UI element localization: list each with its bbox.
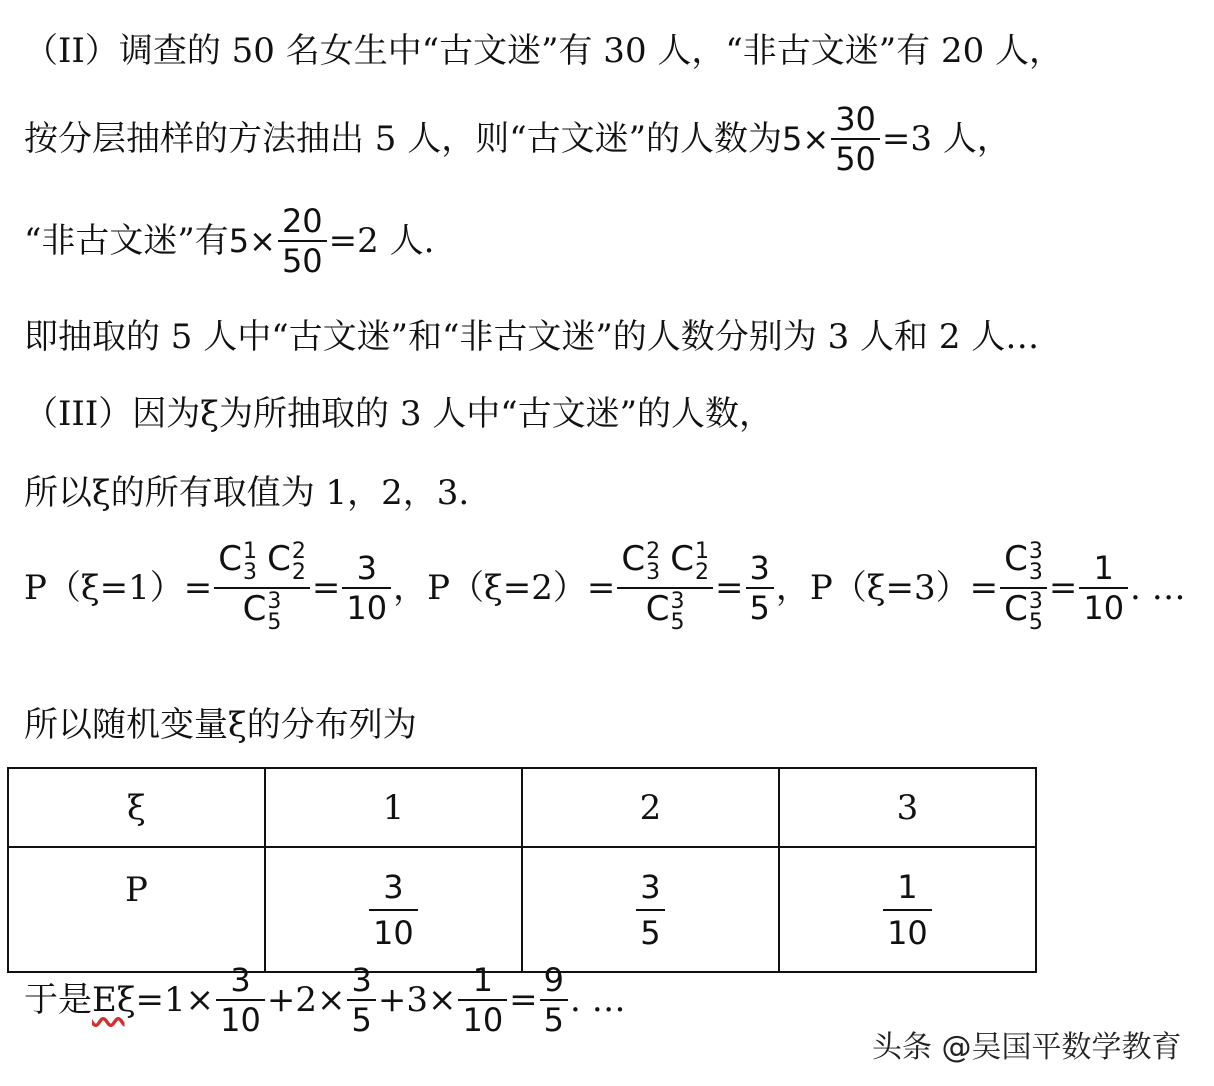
part2-line2: [24, 100, 1011, 178]
combination-sup: 2: [291, 539, 306, 564]
combination-sub: 3: [646, 559, 661, 585]
fraction-numerator: [617, 539, 713, 587]
probability-line: [24, 539, 1186, 635]
combination-sup: 2: [646, 539, 661, 564]
part3-line1: （III）因为ξ为所抽取的 3 人中“古文迷”的人数，: [24, 394, 774, 434]
prob-2-combination-fraction: [617, 539, 713, 635]
fraction-denominator: 10: [220, 1001, 261, 1039]
fraction-denominator: 50: [281, 242, 323, 280]
combination-sub: 3: [1028, 559, 1043, 585]
prob-1-label: P（ξ=1）=: [24, 567, 213, 608]
part2-line1: （II）调查的 50 名女生中“古文迷”有 30 人，“非古文迷”有 20 人，: [24, 31, 1064, 71]
prob-1-sep: ，: [393, 567, 428, 608]
fraction-denominator: [1000, 589, 1047, 634]
expectation-fraction: [347, 961, 375, 1039]
fraction-numerator: [1000, 539, 1047, 587]
fraction-denominator: 5: [351, 1001, 372, 1039]
combination: [267, 539, 306, 585]
expectation-fraction: [216, 961, 265, 1039]
combination-sup: 3: [670, 588, 685, 614]
expectation-fraction: [540, 961, 568, 1039]
expectation-term: =: [509, 980, 538, 1020]
combination-sub: 2: [291, 559, 306, 585]
combination-sub: 5: [670, 609, 685, 635]
fraction-denominator: [642, 589, 689, 634]
table-fraction: [883, 868, 932, 952]
fraction-20-50: [278, 202, 327, 280]
expectation-term: +3×: [377, 980, 457, 1020]
fraction-numerator: 3: [749, 548, 770, 587]
fraction-numerator: 1: [1093, 548, 1114, 587]
fraction-denominator: 5: [749, 588, 770, 627]
fraction-denominator: 10: [1083, 588, 1125, 627]
prob-3-sep: . …: [1130, 567, 1186, 608]
combination: [218, 539, 257, 585]
table-fraction: [636, 868, 664, 952]
part2-line4: 即抽取的 5 人中“古文迷”和“非古文迷”的人数分别为 3 人和 2 人…: [24, 317, 1040, 357]
expectation-term: +2×: [266, 980, 346, 1020]
prob-1-eq: =: [311, 567, 341, 608]
combination-letter: C: [218, 539, 242, 579]
combination: [621, 539, 661, 585]
prob-2-eq: =: [715, 567, 744, 608]
table-header-cell: 2: [522, 768, 779, 847]
expectation-line: [24, 961, 626, 1039]
fraction-numerator: 3: [640, 867, 661, 906]
fraction-numerator: 3: [383, 867, 404, 906]
part3-line2: 所以ξ的所有取值为 1，2，3.: [24, 473, 470, 513]
fraction-denominator: [239, 589, 286, 634]
table-row: [8, 847, 1036, 972]
combination-letter: C: [267, 539, 291, 579]
table-cell: [522, 847, 779, 972]
prob-2-label: P（ξ=2）=: [427, 567, 616, 608]
combination-sup: 1: [695, 539, 709, 564]
combination-letter: C: [242, 588, 267, 629]
prob-3-combination-fraction: [1000, 539, 1047, 635]
fraction-denominator: 10: [462, 1001, 504, 1039]
fraction-numerator: 1: [472, 961, 493, 999]
combination-sup: 1: [242, 539, 257, 564]
prob-1-result: [342, 548, 391, 627]
combination: [645, 588, 685, 635]
table-cell: [779, 847, 1036, 972]
part2-line3-mult: 5×: [228, 222, 276, 260]
part2-line3: [24, 202, 435, 280]
combination: [670, 539, 709, 585]
part2-line2-mult: 5×: [782, 120, 830, 158]
expectation-suffix: . …: [570, 980, 626, 1020]
fraction-numerator: 30: [835, 100, 876, 138]
combination-letter: C: [621, 539, 646, 579]
fraction-numerator: [214, 539, 310, 587]
expectation-prefix: 于是: [24, 980, 92, 1020]
part2-line2-suffix: =3 人，: [881, 119, 1011, 159]
combination-letter: C: [1004, 588, 1028, 629]
table-header-cell: 3: [779, 768, 1036, 847]
combination: [242, 588, 282, 635]
expectation-symbol: Eξ: [92, 980, 136, 1020]
part2-line2-prefix: 按分层抽样的方法抽出 5 人，则“古文迷”的人数为: [24, 119, 783, 159]
prob-1-combination-fraction: [214, 539, 310, 635]
fraction-denominator: 5: [640, 913, 661, 952]
expectation-fraction: [458, 961, 507, 1039]
combination-letter: C: [1004, 539, 1028, 579]
combination-letter: C: [670, 539, 694, 579]
expectation-term: =1×: [135, 980, 215, 1020]
fraction-numerator: 3: [230, 961, 251, 999]
fraction-denominator: 5: [543, 1001, 565, 1039]
combination-sub: 5: [267, 609, 282, 635]
fraction-30-50: [831, 100, 880, 178]
distribution-table: [7, 767, 1037, 973]
fraction-denominator: 10: [373, 913, 414, 952]
prob-3-eq: =: [1048, 567, 1078, 608]
table-cell: [265, 847, 522, 972]
fraction-numerator: 1: [897, 867, 918, 906]
table-row: [8, 768, 1036, 847]
table-row-label: P: [8, 847, 265, 972]
fraction-numerator: 3: [356, 548, 377, 587]
combination-sub: 5: [1028, 609, 1043, 635]
fraction-denominator: 50: [835, 140, 876, 178]
combination-sup: 3: [1028, 588, 1043, 614]
fraction-numerator: 20: [281, 202, 323, 240]
fraction-denominator: 10: [887, 913, 928, 952]
fraction-denominator: 10: [346, 588, 388, 627]
table-header-cell: ξ: [8, 768, 265, 847]
table-header-cell: 1: [265, 768, 522, 847]
combination-sub: 3: [242, 559, 257, 585]
fraction-numerator: 9: [543, 961, 565, 999]
watermark: 头条 @吴国平数学教育: [872, 1030, 1182, 1065]
combination-sup: 3: [267, 588, 282, 614]
fraction-numerator: 3: [351, 961, 372, 999]
part2-line3-suffix: =2 人.: [328, 221, 435, 261]
prob-2-result: [746, 548, 774, 627]
prob-2-sep: ，: [775, 567, 810, 608]
part2-line3-prefix: “非古文迷”有: [24, 221, 229, 261]
combination: [1004, 588, 1043, 635]
combination-sub: 2: [695, 559, 709, 585]
combination: [1004, 539, 1043, 585]
distribution-intro: 所以随机变量ξ的分布列为: [24, 705, 417, 745]
prob-3-result: [1079, 548, 1128, 627]
combination-letter: C: [645, 588, 670, 629]
table-fraction: [369, 868, 418, 952]
prob-3-label: P（ξ=3）=: [809, 567, 999, 608]
combination-sup: 3: [1028, 539, 1043, 564]
